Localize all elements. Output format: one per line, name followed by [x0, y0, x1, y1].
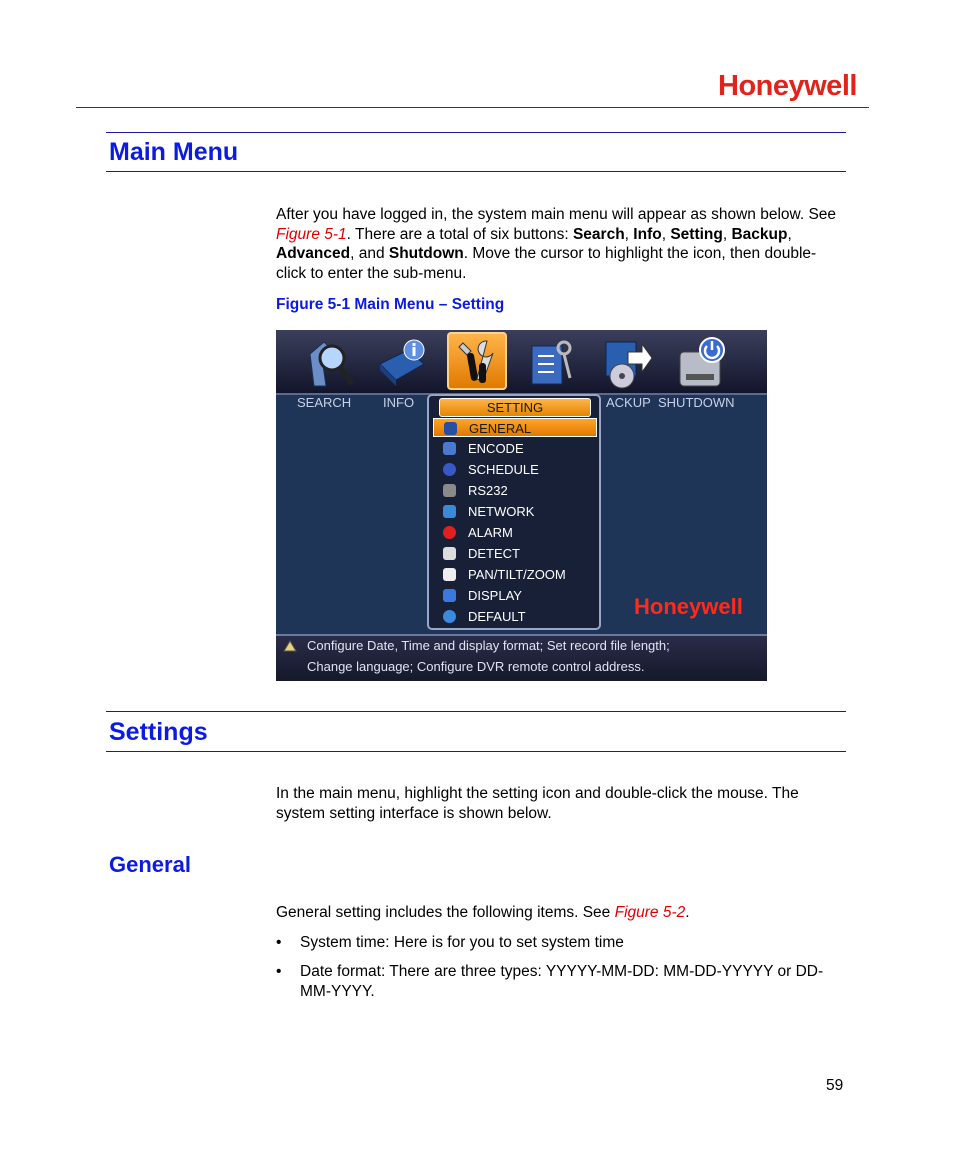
sep: ,	[787, 225, 792, 243]
sep: ,	[624, 225, 634, 243]
status-line-2: Change language; Configure DVR remote control address.	[307, 659, 645, 674]
setting-submenu	[427, 394, 601, 630]
backup-icon[interactable]	[522, 333, 582, 391]
text: After you have logged in, the system main menu will appear as shown below. See	[276, 206, 837, 223]
bullet-text: Date format: There are three types: YYYYY-MM-DD: MM-DD-YYYYY or DD-MM-YYYY.	[300, 963, 824, 1000]
submenu-item-alarm[interactable]	[433, 523, 597, 542]
info-term: Info	[633, 225, 662, 243]
settings-paragraph: In the main menu, highlight the setting icon and double-click the mouse. The system setting interface is shown below.	[276, 785, 799, 822]
tip-icon	[283, 640, 297, 652]
dvr-main-menu-screenshot	[276, 330, 767, 681]
sep: , and	[350, 245, 389, 262]
section-heading-main-menu	[106, 132, 846, 172]
advanced-icon[interactable]	[596, 333, 656, 391]
schedule-icon	[443, 463, 456, 476]
sep: ,	[661, 225, 671, 243]
text: . There are a total of six buttons:	[346, 225, 573, 243]
submenu-title: SETTING	[439, 398, 591, 417]
submenu-item-label: SCHEDULE	[468, 462, 539, 477]
bullet-dot: •	[276, 963, 282, 980]
bullet-text: System time: Here is for you to set system time	[300, 934, 624, 951]
submenu-item-general[interactable]	[433, 418, 597, 437]
submenu-item-network[interactable]	[433, 502, 597, 521]
submenu-item-rs232[interactable]	[433, 481, 597, 500]
figure-caption: Figure 5-1 Main Menu – Setting	[276, 296, 505, 313]
text: . Move the cursor to highlight the icon, then double-click to enter the sub-menu.	[276, 245, 817, 282]
figure-5-2-link[interactable]: Figure 5-2	[614, 904, 686, 921]
section-heading-settings	[106, 711, 846, 752]
dvr-brand-logo: Honeywell	[634, 594, 743, 619]
submenu-item-schedule[interactable]	[433, 460, 597, 479]
info-icon[interactable]	[372, 333, 432, 391]
dvr-status-bar	[276, 634, 767, 681]
setting-term: Setting	[670, 225, 723, 243]
text: .	[685, 904, 690, 921]
submenu-item-label: DETECT	[468, 546, 520, 561]
submenu-item-label: NETWORK	[468, 504, 535, 519]
shutdown-term: Shutdown	[388, 245, 464, 262]
submenu-item-label: GENERAL	[469, 421, 532, 436]
general-title: General	[109, 852, 191, 877]
submenu-item-default[interactable]	[433, 607, 597, 626]
main-menu-title: Main Menu	[109, 138, 239, 166]
submenu-item-label: PAN/TILT/ZOOM	[468, 567, 566, 582]
bullet-dot: •	[276, 934, 282, 951]
text: General setting includes the following items. See	[276, 904, 615, 921]
display-icon	[443, 589, 456, 602]
submenu-item-encode[interactable]	[433, 439, 597, 458]
backup-term: Backup	[731, 225, 788, 243]
page-number: 59	[826, 1077, 844, 1094]
header-rule	[76, 107, 869, 108]
search-icon[interactable]	[298, 333, 358, 391]
main-menu-paragraph	[276, 205, 846, 283]
advanced-term: Advanced	[276, 245, 351, 262]
submenu-item-label: ALARM	[468, 525, 513, 540]
honeywell-logo: Honeywell	[718, 70, 857, 102]
ptz-icon	[443, 568, 456, 581]
submenu-item-label: DEFAULT	[468, 609, 526, 624]
settings-title: Settings	[109, 718, 208, 746]
general-paragraph	[276, 903, 846, 923]
status-line-1: Configure Date, Time and display format; Set record file length;	[307, 638, 670, 653]
dvr-icon-bar	[276, 330, 767, 395]
backup-label: ACKUP	[606, 395, 651, 410]
rs232-icon	[443, 484, 456, 497]
submenu-item-display[interactable]	[433, 586, 597, 605]
submenu-item-pan-tilt-zoom[interactable]	[433, 565, 597, 584]
alarm-icon	[443, 526, 456, 539]
sep: ,	[722, 225, 732, 243]
submenu-item-label: DISPLAY	[468, 588, 522, 603]
general-icon	[444, 422, 457, 435]
search-label: SEARCH	[297, 395, 352, 410]
figure-5-1-link[interactable]: Figure 5-1	[276, 225, 347, 243]
detect-icon	[443, 547, 456, 560]
shutdown-icon[interactable]	[672, 333, 732, 391]
submenu-item-detect[interactable]	[433, 544, 597, 563]
default-icon	[443, 610, 456, 623]
encode-icon	[443, 442, 456, 455]
submenu-item-label: ENCODE	[468, 441, 524, 456]
shutdown-label: SHUTDOWN	[658, 395, 735, 410]
network-icon	[443, 505, 456, 518]
info-label: INFO	[383, 395, 415, 410]
setting-icon[interactable]	[447, 332, 507, 390]
search-term: Search	[572, 225, 625, 243]
submenu-item-label: RS232	[468, 483, 508, 498]
